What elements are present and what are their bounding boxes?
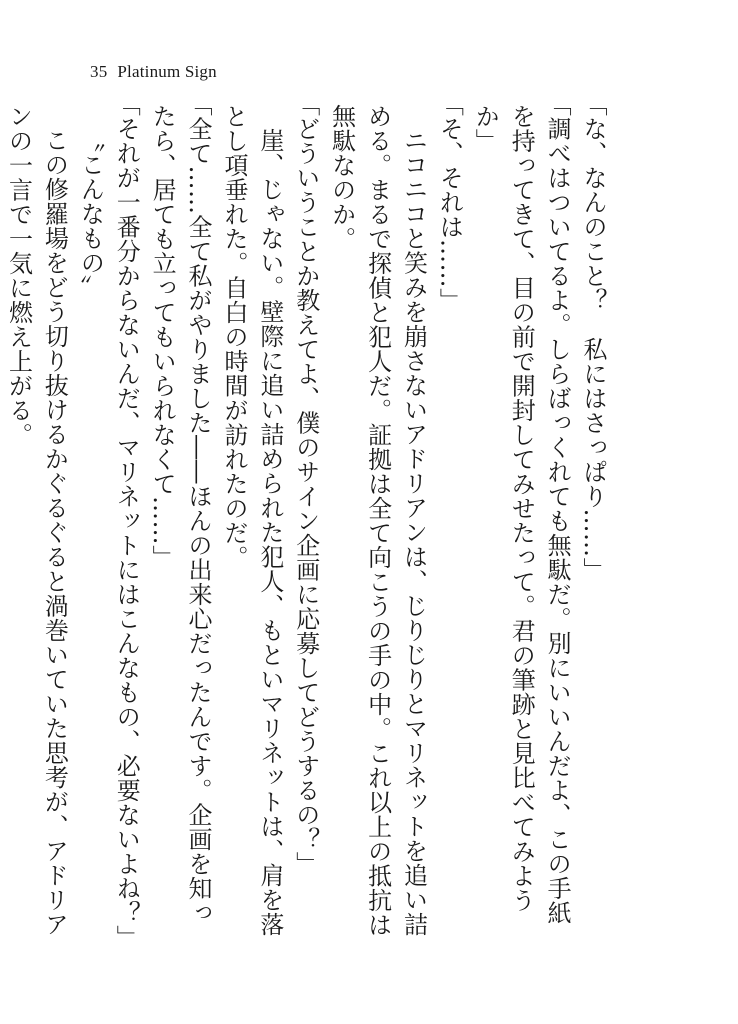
paragraph-7: 「全て……全て私がやりました――ほんの出来心だったんです。企画を知ったら、居ても立ってもいられなくて……」 bbox=[148, 92, 213, 925]
paragraph-2: 「調べはついてるよ。しらばっくれても無駄だ。別にいいんだよ、この手紙を持ってきて、目の前で開封してみせたって。君の筆跡と見比べてみようか」 bbox=[471, 92, 572, 925]
paragraph-3: 「そ、それは……」 bbox=[435, 92, 464, 313]
paragraph-10: この修羅場をどう切り抜けるかぐるぐると渦巻いていた思考が、アドリアンの一言で一気に燃え上がる。 bbox=[4, 104, 69, 937]
page-number: 35 bbox=[90, 62, 108, 81]
paragraph-4: ニコニコと笑みを崩さないアドリアンは、じりじりとマリネットを追い詰める。まるで探偵と犯人だ。証拠は全て向こうの手の中。これ以上の抵抗は無駄なのか。 bbox=[327, 104, 428, 937]
body-text bbox=[4, 92, 610, 950]
book-title: Platinum Sign bbox=[117, 62, 217, 81]
paragraph-9: 〝こんなもの〟 bbox=[76, 128, 105, 300]
paragraph-1: 「な、なんのこと？ 私にはさっぱり……」 bbox=[579, 92, 607, 582]
running-head bbox=[90, 62, 217, 82]
paragraph-8: 「それが一番分からないんだ、マリネットにはこんなもの、必要ないよね？」 bbox=[112, 92, 141, 950]
paragraph-5: 「どういうことか教えてよ、僕のサイン企画に応募してどうするの？」 bbox=[291, 92, 320, 876]
paragraph-6: 崖、じゃない。壁際に追い詰められた犯人、もといマリネットは、肩を落とし項垂れた。自白の時間が訪れたのだ。 bbox=[219, 104, 284, 937]
